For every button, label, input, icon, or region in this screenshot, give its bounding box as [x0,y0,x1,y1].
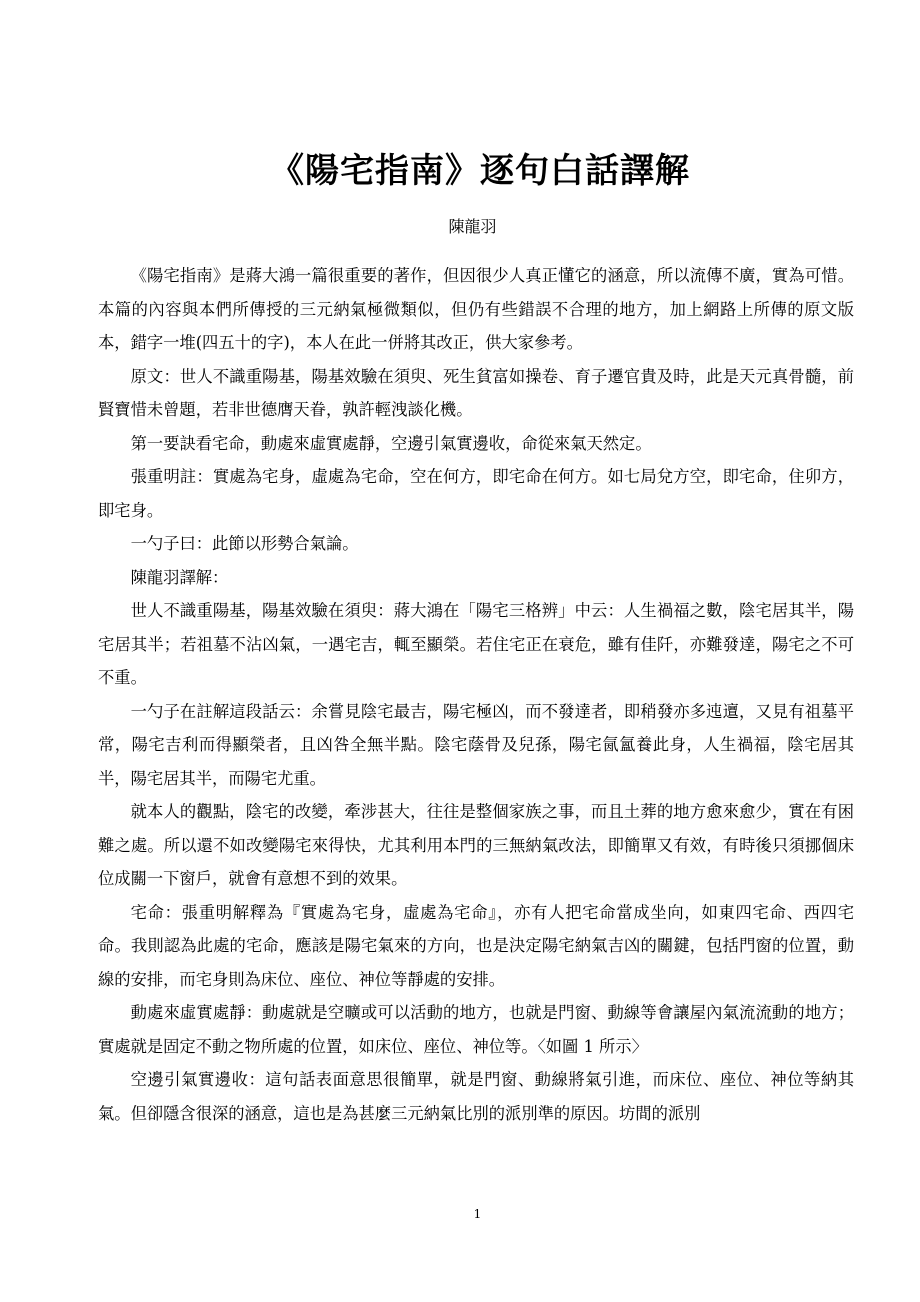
paragraph-author-view: 就本人的觀點，陰宅的改變，牽涉甚大，往往是整個家族之事，而且土葬的地方愈來愈少，實在有困難之處。所以還不如改變陽宅來得快，尤其利用本門的三無納氣改法，即簡單又有效，有時後只須挪個床位成關一下窗戶，就會有意想不到的效果。 [98,802,854,888]
paragraph-moving-still: 動處來虛實處靜：動處就是空曠或可以活動的地方，也就是門窗、動線等會讓屋內氣流流動的地方；實處就是固定不動之物所處的位置，如床位、座位、神位等。〈如圖 1 所示〉 [98,1003,854,1056]
paragraph-first-key: 第一要訣看宅命，動處來虛實處靜，空邊引氣實邊收，命從來氣天然定。 [130,433,652,453]
author-name: 陳龍羽 [448,217,497,236]
paragraph-empty-side: 空邊引氣實邊收：這句話表面意思很簡單，就是門窗、動線將氣引進，而床位、座位、神位等納其氣。但卻隱含很深的涵意，這也是為甚麼三元納氣比別的派別準的原因。坊間的派別 [98,1070,854,1123]
paragraph-intro: 《陽宅指南》是蔣大鴻一篇很重要的著作，但因很少人真正懂它的涵意，所以流傳不廣，實為可惜。本篇的內容與本們所傳授的三元納氣極微類似，但仍有些錯誤不合理的地方，加上網路上所傳的原文版本，錯字一堆(四五十的字)，本人在此一併將其改正，供大家參考。 [98,266,854,352]
page-number: 1 [473,1207,482,1221]
paragraph-yangji: 世人不識重陽基，陽基效驗在須臾：蔣大鴻在「陽宅三格辨」中云：人生禍福之數，陰宅居其半，陽宅居其半；若祖墓不沾凶氣，一遇宅吉，輒至顯榮。若住宅正在衰危，雖有佳阡，亦難發達，陽宅之不可不重。 [98,601,854,687]
paragraph-translation-heading: 陳龍羽譯解： [130,567,229,587]
document-title: 《陽宅指南》逐句白話譯解 [270,151,690,191]
document-body [98,259,854,1130]
paragraph-yishaozi-comment: 一勺子在註解這段話云：余嘗見陰宅最吉，陽宅極凶，而不發達者，即稍發亦多迍邅，又見有祖墓平常，陽宅吉利而得顯榮者，且凶咎全無半點。陰宅蔭骨及兒孫，陽宅氤氳養此身，人生禍福，陰宅居其半，陽宅居其半，而陽宅尤重。 [98,701,854,788]
paragraph-house-life: 宅命：張重明解釋為『實處為宅身，虛處為宅命』，亦有人把宅命當成坐向，如東四宅命、西四宅命。我則認為此處的宅命，應該是陽宅氣來的方向，也是決定陽宅納氣吉凶的關鍵，包括門窗的位置，動線的安排，而宅身則為床位、座位、神位等靜處的安排。 [98,902,854,989]
paragraph-original-text: 原文：世人不識重陽基，陽基效驗在須臾、死生貧富如操卷、育子遷官貴及時，此是天元真骨髓，前賢寶惜未曾題，若非世德膺天眷，孰許輕洩談化機。 [98,366,854,419]
paragraph-zhang-note: 張重明註：實處為宅身，虛處為宅命，空在何方，即宅命在何方。如七局兌方空，即宅命，住卯方，即宅身。 [98,467,854,520]
paragraph-yishaozi-note: 一勺子曰：此節以形勢合氣論。 [130,534,359,553]
